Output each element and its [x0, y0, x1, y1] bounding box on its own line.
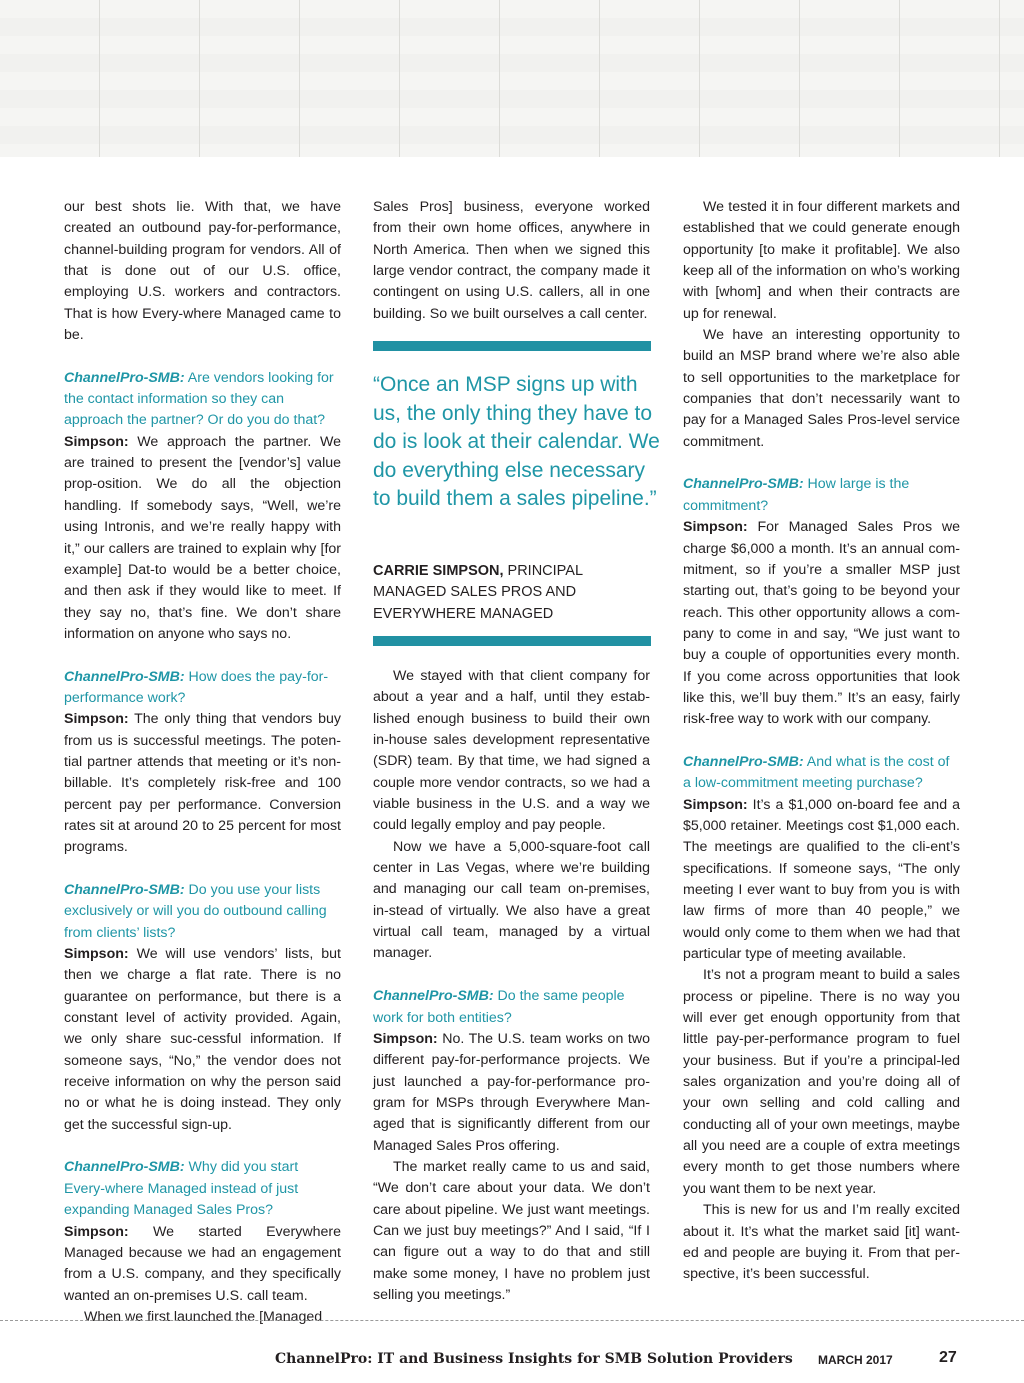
speaker-name: Simpson: — [683, 796, 748, 813]
paragraph-gap — [683, 453, 960, 474]
paragraph-gap — [373, 965, 650, 986]
body-paragraph: We tested it in four different markets and established that we could generate enough opportunity [to make it profitable]. We also keep all of the information on who’s working with [whom] and when their contracts are up for renewal. — [683, 199, 960, 322]
answer-text: We started Everywhere Managed because we had an engagement from a U.S. company, and they specifically wanted an on-premises U.S. call team. — [64, 1223, 341, 1304]
question-text: Do the same people work for both entities? — [373, 988, 625, 1026]
pull-quote-bottom-bar — [373, 636, 651, 646]
paragraph-gap — [64, 1136, 341, 1157]
question-tag: ChannelPro-SMB: — [683, 476, 804, 493]
question-tag: ChannelPro-SMB: — [683, 753, 804, 770]
answer-text: We approach the partner. We are trained to present the [vendor’s] value prop-osition. We do all the objection handling. If somebody says, “Well, we’re using Intronis, and we’re really happy with it,” our callers are trained to explain why [for example] Dat-to would be a better choice, and then ask if they would like to meet. If they say no, that’s fine. We don’t share information on anyone who says no. — [64, 433, 341, 642]
question-text: Why did you start Every-where Managed instead of just expanding Managed Sales Pros? — [64, 1159, 299, 1219]
question-tag: ChannelPro-SMB: — [64, 1159, 185, 1176]
question-tag: ChannelPro-SMB: — [373, 988, 494, 1005]
footer-publication-title: ChannelPro: IT and Business Insights for SMB Solution Providers — [275, 1351, 793, 1367]
body-paragraph: We stayed with that client company for about a year and a half, until they estab-lished enough business to build their own in-house sales development representative (SDR) team. By that time, we had signed a couple more vendor contracts, so we had a viable business in the U.S. and a way we could legally employ and pay people. — [373, 668, 650, 834]
question-tag: ChannelPro-SMB: — [64, 668, 185, 685]
question-text: Do you use your lists exclusively or will you do outbound calling from clients’ lists? — [64, 882, 327, 941]
answer-text: It’s a $1,000 on-board fee and a $5,000 retainer. Meetings cost $1,000 each. The meetings are qualified to the cli-ent’s specifications. If someone says, “The only meeting I ever want to buy from you is with law firms of more than 40 people,” we would only come to them when we had that particular type of meeting available. — [683, 796, 960, 963]
body-paragraph: The market really came to us and said, “We don’t care about your data. We don’t care about pipeline. We just want meetings. Can we just buy meetings?” And I said, “If I can figure out a way to do that and still make some money, I have no problem just selling you meetings.” — [373, 1158, 650, 1303]
page-number: 27 — [939, 1349, 957, 1366]
paragraph-gap — [683, 731, 960, 752]
interview-answer — [64, 944, 341, 1136]
paragraph-gap — [64, 645, 341, 666]
answer-text: No. The U.S. team works on two different pay-for-performance projects. We just launched a pay-for-performance pro-gram for MSPs through Everywhere Man-aged that is significantly different from our Managed Sales Pros offering. — [373, 1030, 650, 1154]
interview-question — [64, 667, 341, 710]
paragraph-gap — [64, 859, 341, 880]
speaker-name: Simpson: — [64, 1223, 129, 1240]
footer-divider — [0, 1320, 1024, 1321]
body-paragraph: This is new for us and I’m really excited about it. It’s what the market said [it] want-ed and people are buying it. From that per-spective, it’s been successful. — [683, 1202, 960, 1283]
interview-answer — [373, 1029, 650, 1157]
interview-answer — [683, 517, 960, 730]
speaker-name: Simpson: — [64, 433, 129, 450]
article-column-3 — [683, 197, 960, 1286]
body-paragraph: It’s not a program meant to build a sales process or pipeline. There is no way you will ever get enough opportunity from that little pay-per-performance program to fuel your business. But if you’re a principal-led sales organization and you’re doing all of your own selling and cold calling and conducting all of your own meetings, maybe all you need are a couple of extra meetings every month to get those numbers where you want them to be next year. — [683, 967, 960, 1197]
answer-text: The only thing that vendors buy from us is successful meetings. The poten-tial partner attends that meeting or it’s non-billable. It’s completely risk-free and 100 percent pay per performance. Conversion rates sit at around 20 to 25 percent for most programs. — [64, 711, 341, 856]
header-photo — [0, 0, 1024, 157]
attribution-title-1: PRINCIPAL — [503, 563, 584, 579]
interview-question — [683, 474, 960, 517]
pull-quote-attribution — [373, 561, 653, 625]
question-text: Are vendors looking for the contact information so they can approach the partner? Or do you do that? — [64, 369, 334, 429]
article-column-1 — [64, 197, 341, 1328]
footer-issue-date: MARCH 2017 — [818, 1353, 893, 1367]
interview-question — [373, 986, 650, 1029]
question-tag: ChannelPro-SMB: — [64, 882, 185, 898]
speaker-name: Simpson: — [64, 711, 129, 728]
pull-quote-top-bar — [373, 341, 651, 351]
interview-question — [64, 1157, 341, 1221]
body-paragraph: Sales Pros] business, everyone worked from their own home offices, anywhere in North America. Then when we signed this large vendor contract, the company made it contingent on using U.S. callers, all in one building. So we built ourselves a call center. — [373, 199, 650, 322]
interview-question — [64, 368, 341, 432]
body-paragraph: Now we have a 5,000-square-foot call center in Las Vegas, where we’re building and managing our call team on-premises, in-stead of virtually. We also have a great virtual call team, managed by a virtual manager. — [373, 838, 650, 962]
article-column-2-top — [373, 197, 650, 325]
question-tag: ChannelPro-SMB: — [64, 369, 185, 386]
question-text: And what is the cost of a low-commitment meeting purchase? — [683, 753, 950, 792]
body-paragraph: We have an interesting opportunity to build an MSP brand where we’re also able to sell opportunities to the marketplace for companies that don’t necessarily want to pay for a Managed Sales Pros-level service commitment. — [683, 327, 960, 450]
interview-answer — [64, 709, 341, 858]
question-text: How large is the commitment? — [683, 476, 910, 514]
paragraph-gap — [64, 346, 341, 367]
question-text: How does the pay-for-performance work? — [64, 668, 329, 706]
attribution-title-2: MANAGED SALES PROS AND — [373, 584, 577, 601]
interview-answer — [64, 1222, 341, 1307]
interview-answer — [64, 432, 341, 645]
attribution-name: CARRIE SIMPSON, — [373, 563, 504, 579]
interview-question — [64, 880, 341, 944]
interview-answer — [683, 795, 960, 966]
speaker-name: Simpson: — [373, 1030, 438, 1047]
attribution-title-3: EVERYWHERE MANAGED — [373, 605, 554, 622]
answer-text: For Managed Sales Pros we charge $6,000 a month. It’s an annual com-mitment, so if you’re a smaller MSP just starting out, that’s going to be beyond your reach. This other opportunity allows a com-pany to come in and say, “We just want to buy a couple of opportunities every month. If you come across opportunities that look like this, we’ll buy them.” It’s an easy, fairly risk-free way to work with our company. — [683, 519, 960, 728]
answer-text: We will use vendors’ lists, but then we charge a flat rate. There is no guarantee on performance, but there is a constant level of activity provided. Again, we only share suc-cessful information. If someone says, “No,” the vendor does not receive information on why the person said no or what he is doing instead. They only get the successful sign-up. — [64, 946, 341, 1133]
speaker-name: Simpson: — [64, 946, 129, 963]
body-paragraph: our best shots lie. With that, we have created an outbound pay-for-performance, channel-building program for vendors. All of that is done out of our U.S. office, employing U.S. workers and contractors. That is how Every-where Managed came to be. — [64, 199, 341, 344]
pull-quote: “Once an MSP signs up with us, the only thing they have to do is look at their calendar. We do everything else necessary to build them a sales pipeline.” — [373, 373, 660, 510]
body-paragraph: When we first launched the [Managed — [84, 1308, 323, 1325]
article-column-2-bottom — [373, 666, 650, 1306]
speaker-name: Simpson: — [683, 519, 748, 536]
interview-question — [683, 752, 960, 795]
